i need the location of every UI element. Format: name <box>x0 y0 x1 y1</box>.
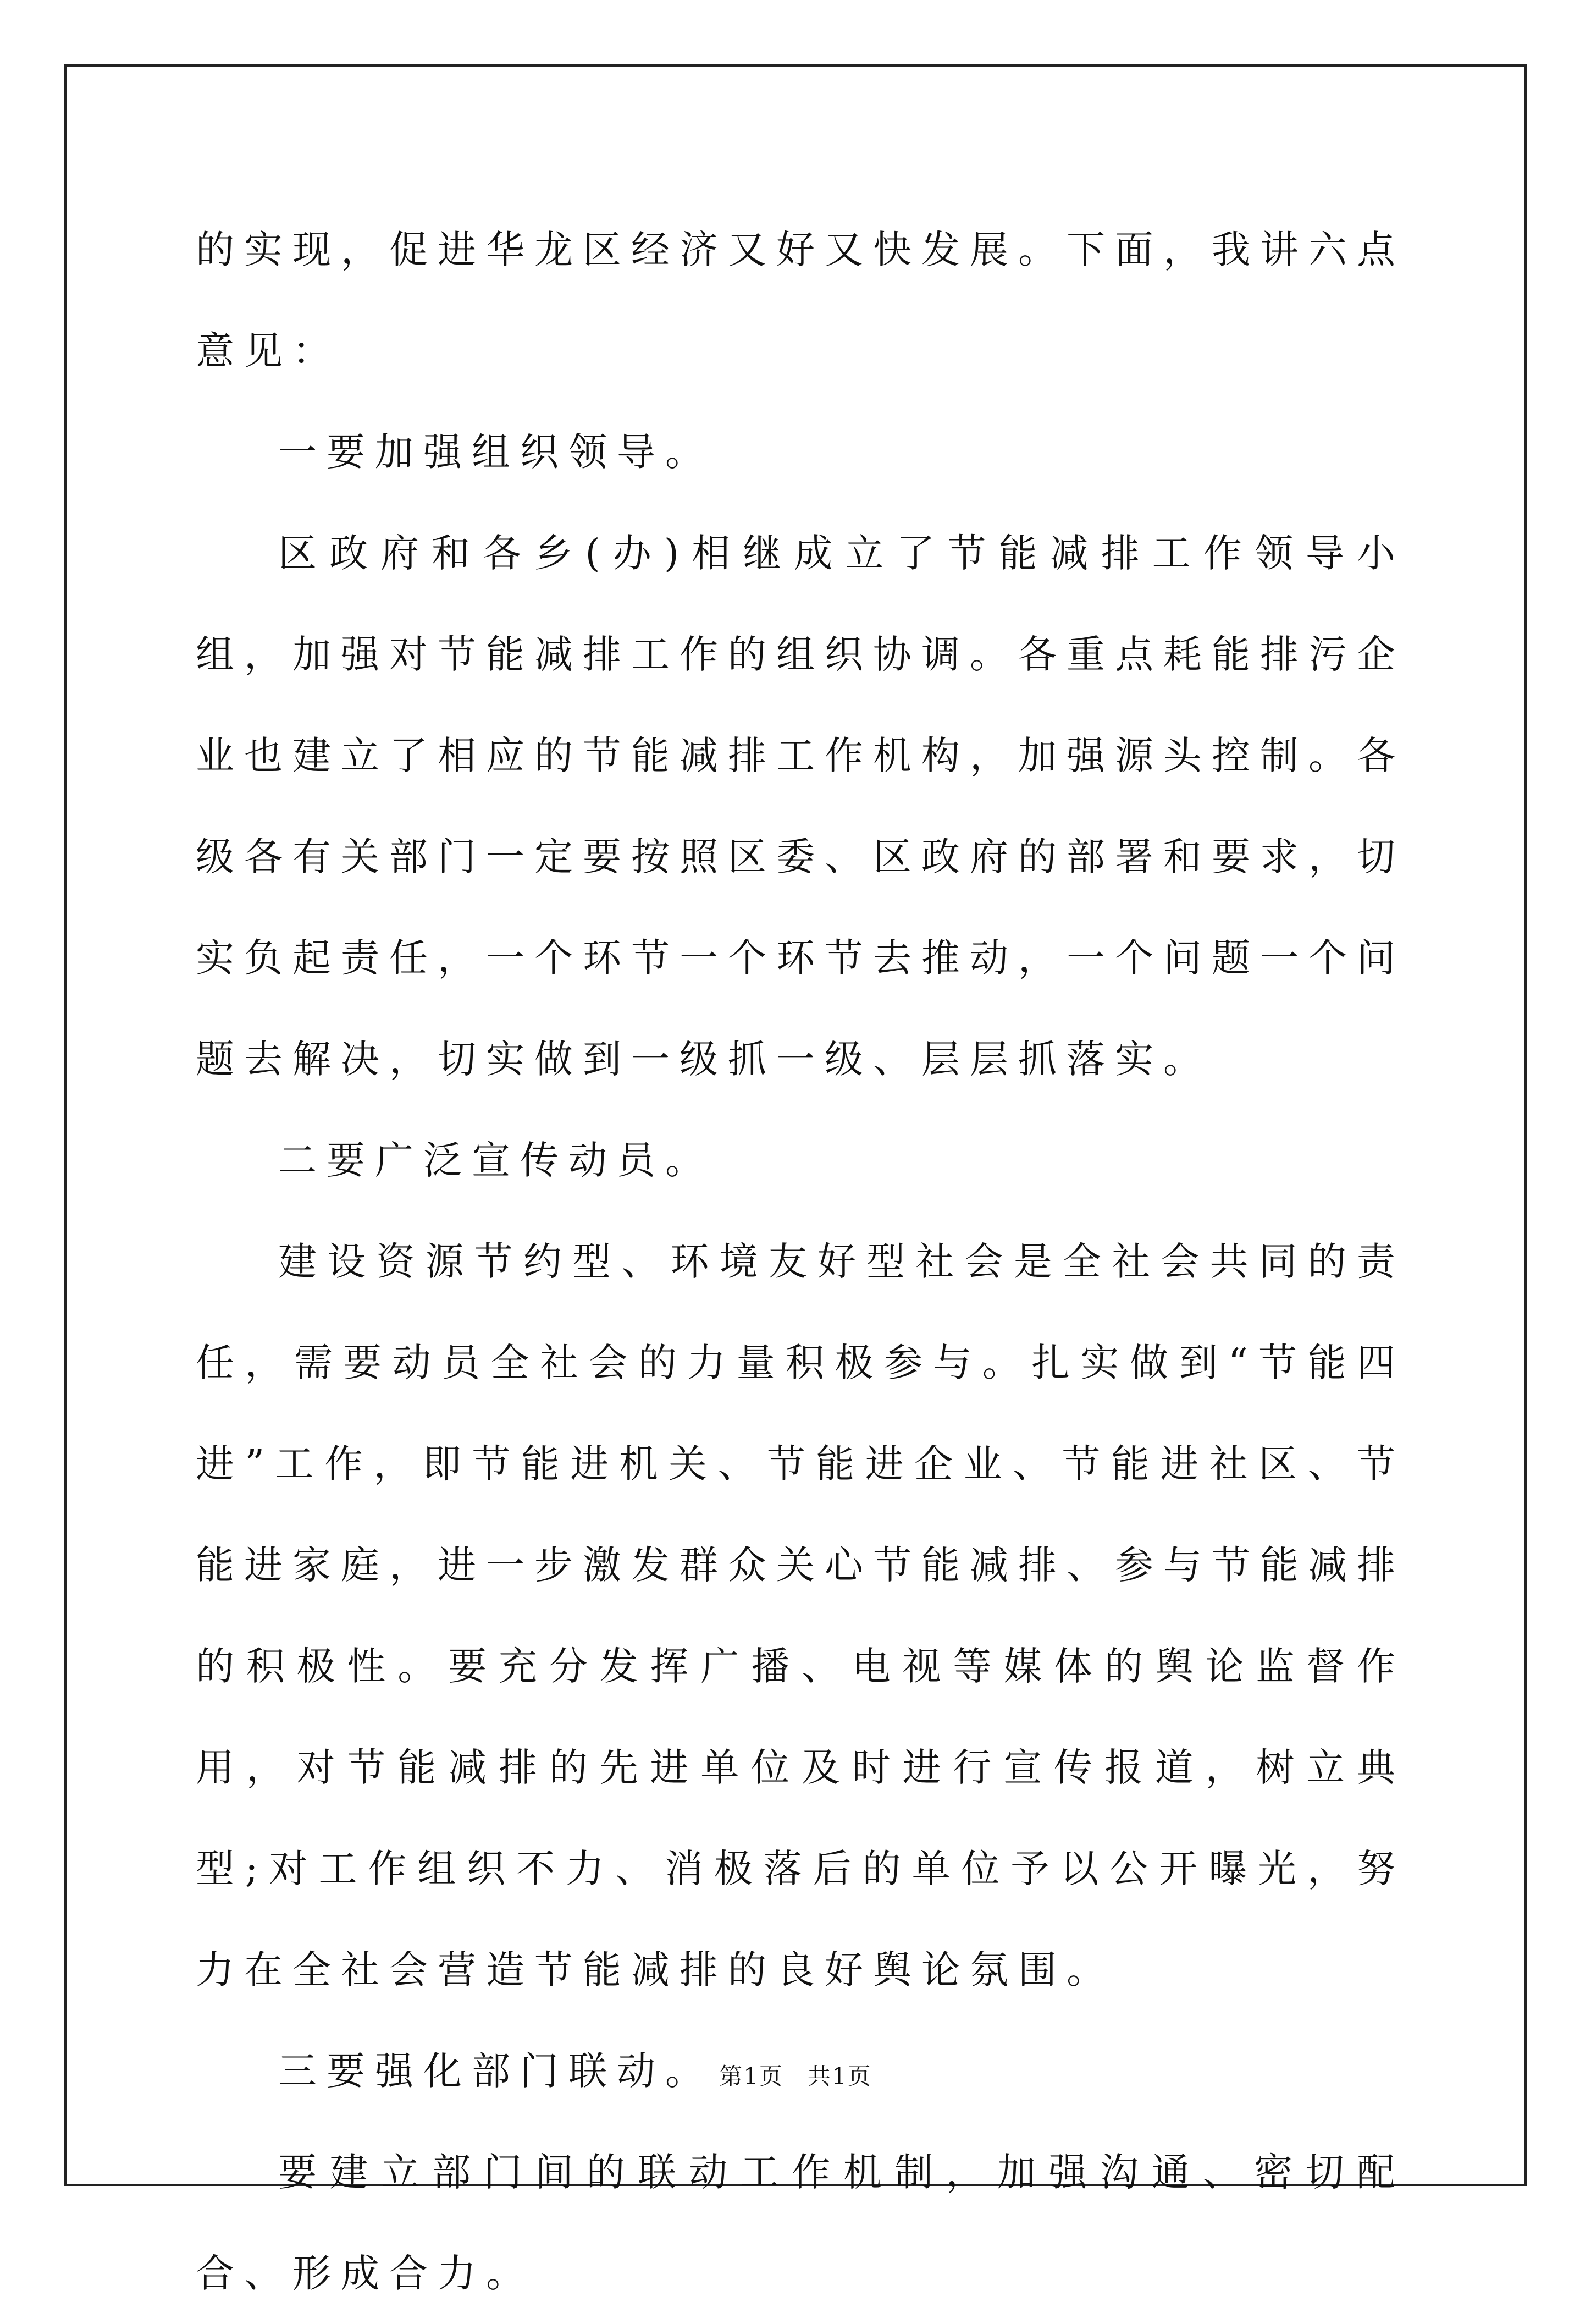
section-heading-3: 三要强化部门联动。 <box>278 2048 714 2094</box>
paragraph-continuation: 的实现，促进华龙区经济又好又快发展。下面，我讲六点意见： <box>196 227 1405 373</box>
paragraph-coordination: 要建立部门间的联动工作机制，加强沟通、密切配合、形成合力。 <box>196 2150 1405 2296</box>
paragraph-organization: 区政府和各乡(办)相继成立了节能减排工作领导小组，加强对节能减排工作的组织协调。各重点耗能排污企业也建立了相应的节能减排工作机构，加强源头控制。各级各有关部门一定要按照区委、区政府的部署和要求，切实负起责任，一个环节一个环节去推动，一个问题一个问题去解决，切实做到一级抓一级、层层抓落实。 <box>196 531 1405 1082</box>
page-number-footer: 第1页 共1页 <box>719 2063 872 2090</box>
section-heading-2: 二要广泛宣传动员。 <box>278 1138 714 1183</box>
paragraph-publicity: 建设资源节约型、环境友好型社会是全社会共同的责任，需要动员全社会的力量积极参与。扎实做到“节能四进”工作，即节能进机关、节能进企业、节能进社区、节能进家庭，进一步激发群众关心节能减排、参与节能减排的积极性。要充分发挥广播、电视等媒体的舆论监督作用，对节能减排的先进单位及时进行宣传报道，树立典型;对工作组织不力、消极落后的单位予以公开曝光，努力在全社会营造节能减排的良好舆论氛围。 <box>196 1239 1405 1992</box>
section-heading-1: 一要加强组织领导。 <box>278 429 714 475</box>
